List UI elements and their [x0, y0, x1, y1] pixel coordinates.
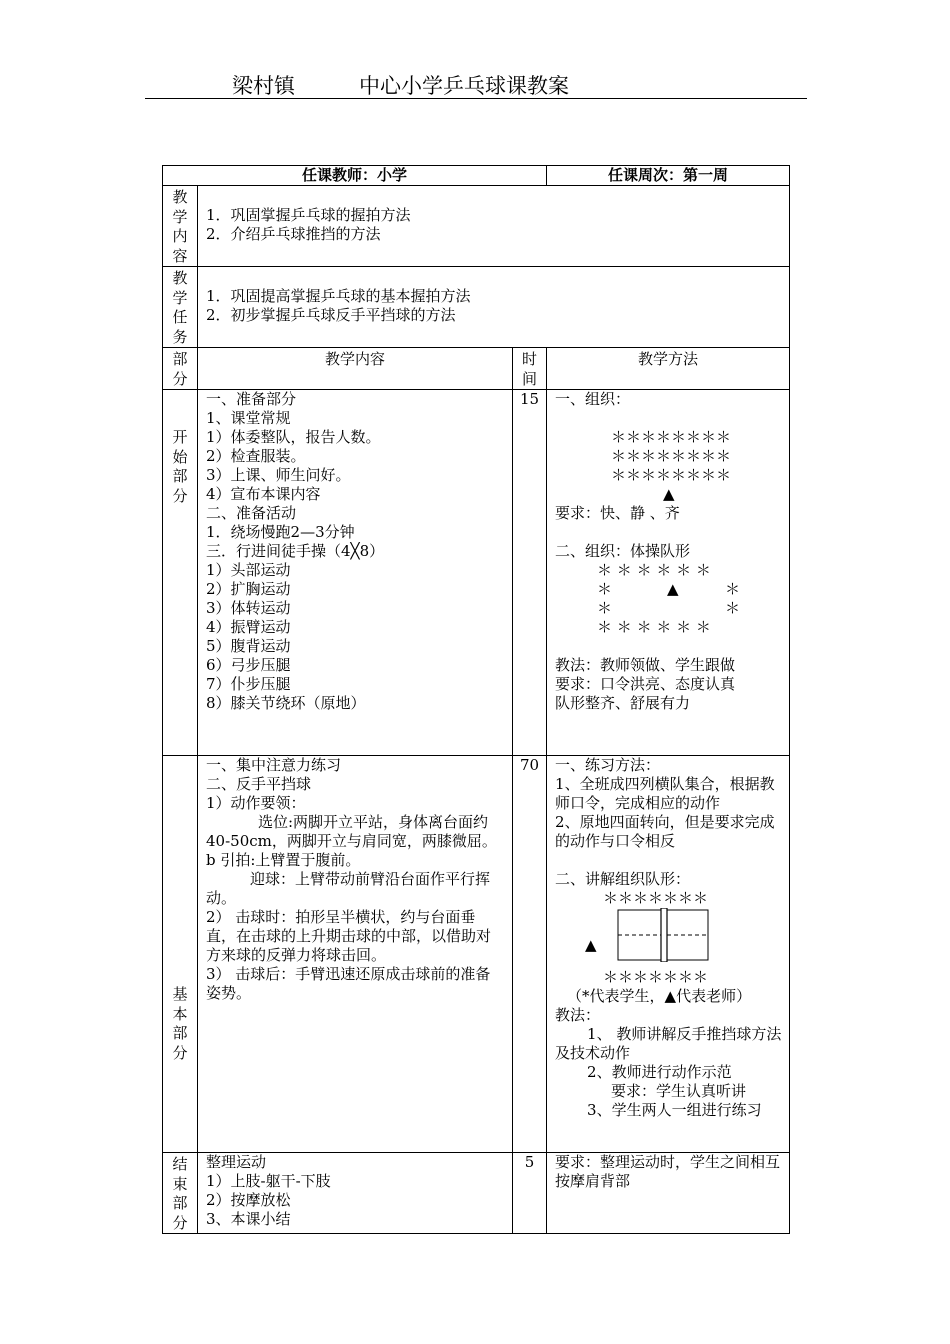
start-content-line: 二、准备活动	[206, 504, 297, 522]
start-part-label: 开始部分	[163, 390, 198, 756]
start-content-line: 7）仆步压腿	[206, 675, 291, 693]
ring-row-top: ＊ ＊ ＊ ＊ ＊ ＊	[597, 561, 711, 579]
end-content-line: 1）上肢-躯干-下肢	[206, 1172, 331, 1190]
info-row	[163, 166, 790, 186]
ring-row-middle	[555, 599, 789, 618]
basic-content-line: 3） 击球后：手臂迅速还原成击球前的准备姿势。	[206, 965, 491, 1002]
start-section-row	[163, 390, 790, 756]
content-item: 2．介绍乒乓球推挡的方法	[206, 225, 381, 243]
basic-content-line: 选位:两脚开立平站，身体离台面约40-50cm，两脚开立与肩同宽，两膝微屈。	[206, 813, 497, 850]
start-content-line: 3）上课、师生问好。	[206, 466, 351, 484]
student-row: ＊＊＊＊＊＊＊＊	[611, 447, 732, 465]
ring-star-left: ＊	[597, 599, 613, 617]
start-method-req3: 队形整齐、舒展有力	[555, 694, 691, 712]
basic-method-line: 2、教师进行动作示范	[587, 1063, 732, 1081]
start-time: 15	[513, 390, 547, 756]
task-items	[198, 267, 790, 348]
start-method-teach: 教法：教师领做、学生跟做	[555, 656, 736, 674]
end-content	[198, 1153, 513, 1234]
basic-method-line: 要求：学生认真听讲	[611, 1082, 747, 1100]
start-content-line: 三．行进间徒手操（4╳8）	[206, 542, 385, 560]
start-method-org2: 二、组织：体操队形	[555, 542, 691, 560]
basic-content-line: 迎球：上臂带动前臂沿台面作平行挥动。	[206, 870, 491, 907]
end-method	[547, 1153, 790, 1234]
column-header-row	[163, 348, 790, 390]
end-content-line: 3、本课小结	[206, 1210, 291, 1228]
start-content-line: 2）检查服装。	[206, 447, 306, 465]
basic-method-line: 1、全班成四列横队集合，根据教师口令，完成相应的动作	[555, 775, 775, 812]
student-row-top: ＊＊＊＊＊＊＊	[603, 889, 709, 907]
task-item: 1．巩固提高掌握乒乓球的基本握拍方法	[206, 287, 471, 305]
end-content-line: 2）按摩放松	[206, 1191, 291, 1209]
col-time: 时间	[513, 348, 547, 390]
basic-method-line: 教法：	[555, 1006, 601, 1024]
document-title: 中心小学乒乓球课教案	[359, 74, 569, 98]
start-content-line: 1）体委整队，报告人数。	[206, 428, 381, 446]
student-row: ＊＊＊＊＊＊＊＊	[611, 428, 732, 446]
col-part: 部分	[163, 348, 198, 390]
end-time: 5	[513, 1153, 547, 1234]
basic-content-line: b 引拍:上臂置于腹前。	[206, 851, 361, 869]
start-method-req2: 要求：口令洪亮、态度认真	[555, 675, 736, 693]
start-content-line: 1、课堂常规	[206, 409, 291, 427]
start-content-line: 一、准备部分	[206, 390, 297, 408]
table-tennis-diagram	[555, 908, 783, 978]
start-method	[547, 390, 790, 756]
basic-content-line: 1）动作要领：	[206, 794, 306, 812]
start-method-req1: 要求：快、静 、齐	[555, 504, 680, 522]
student-row-bottom: ＊＊＊＊＊＊＊	[603, 968, 709, 986]
task-label: 教学任务	[163, 267, 198, 348]
content-item: 1．巩固掌握乒乓球的握拍方法	[206, 206, 411, 224]
basic-section-row	[163, 756, 790, 1153]
basic-content-line: 一、集中注意力练习	[206, 756, 342, 774]
teacher-cell: 任课教师：小学	[163, 166, 547, 186]
col-content: 教学内容	[198, 348, 513, 390]
teacher-triangle-icon: ▲	[663, 485, 675, 503]
end-content-line: 整理运动	[206, 1153, 267, 1171]
task-row	[163, 267, 790, 348]
basic-method-line: 1、 教师讲解反手推挡球方法及技术动作	[555, 1025, 782, 1062]
start-content	[198, 390, 513, 756]
basic-method-line: 二、讲解组织队形：	[555, 870, 691, 888]
ring-row-middle	[555, 580, 789, 599]
end-part-label: 结束部分	[163, 1153, 198, 1234]
ring-star-right: ＊	[725, 580, 741, 598]
basic-content-line: 二、反手平挡球	[206, 775, 312, 793]
content-items	[198, 186, 790, 267]
start-content-line: 8）膝关节绕环（原地）	[206, 694, 366, 712]
document-header	[145, 68, 807, 99]
basic-time: 70	[513, 756, 547, 1153]
basic-content	[198, 756, 513, 1153]
basic-method	[547, 756, 790, 1153]
start-content-line: 6）弓步压腿	[206, 656, 291, 674]
student-row: ＊＊＊＊＊＊＊＊	[611, 466, 732, 484]
ping-pong-table	[617, 908, 711, 962]
basic-method-line: 一、练习方法：	[555, 756, 661, 774]
basic-method-line: 2、原地四面转向，但是要求完成的动作与口令相反	[555, 813, 775, 850]
lesson-plan-table	[162, 165, 790, 1234]
start-content-line: 5）腹背运动	[206, 637, 291, 655]
ring-star-right: ＊	[725, 599, 741, 617]
col-method: 教学方法	[547, 348, 790, 390]
week-cell: 任课周次：第一周	[547, 166, 790, 186]
ring-star-left: ＊	[597, 580, 613, 598]
school-name: 梁村镇	[232, 74, 295, 98]
start-content-line: 1）头部运动	[206, 561, 291, 579]
start-content-line: 4）宣布本课内容	[206, 485, 321, 503]
teacher-triangle-icon: ▲	[667, 580, 679, 598]
end-section-row	[163, 1153, 790, 1234]
task-item: 2．初步掌握乒乓球反手平挡球的方法	[206, 306, 456, 324]
content-row	[163, 186, 790, 267]
end-method-text: 要求：整理运动时，学生之间相互按摩肩背部	[555, 1153, 781, 1190]
ring-row-bottom: ＊ ＊ ＊ ＊ ＊ ＊	[597, 618, 711, 636]
start-method-org1: 一、组织：	[555, 390, 631, 408]
basic-part-label: 基本部分	[163, 756, 198, 1153]
basic-content-line: 2） 击球时：拍形呈半横状，约与台面垂直，在击球的上升期击球的中部，以借助对方来球的反弹力将球击回。	[206, 908, 492, 964]
start-content-line: 4）振臂运动	[206, 618, 291, 636]
start-content-line: 1．绕场慢跑2—3分钟	[206, 523, 355, 541]
diagram-legend: （*代表学生，▲代表老师）	[567, 987, 752, 1005]
start-content-line: 3）体转运动	[206, 599, 291, 617]
basic-method-line: 3、学生两人一组进行练习	[587, 1101, 762, 1119]
start-content-line: 2）扩胸运动	[206, 580, 291, 598]
teacher-triangle-icon: ▲	[585, 936, 597, 954]
content-label: 教学内容	[163, 186, 198, 267]
